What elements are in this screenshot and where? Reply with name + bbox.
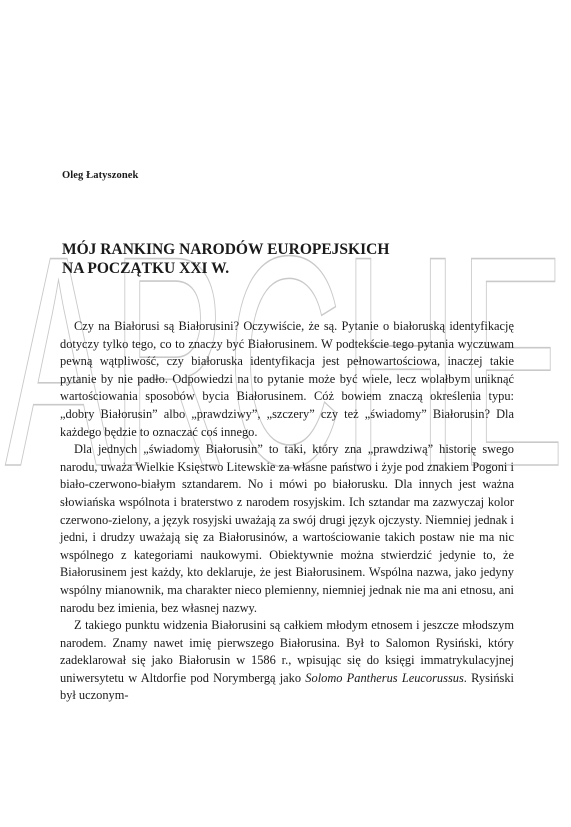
paragraph-1: Czy na Białorusi są Białorusini? Oczywiście, że są. Pytanie o białoruską identyfikację dotyczy tylko tego, co to znaczy być Białorusinem. W podtekście tego pytania wyczuwam pewną wątpliwość, czy białoruska identyfikacja jest pełnowartościowa, inaczej takie pytanie by nie padło. Odpowiedzi na to pytanie może być wiele, lecz wolałbym uniknąć wartościowania sposobów bycia Białorusinem. Cóż bowiem znaczą określenia typu: „dobry Białorusin” albo „prawdziwy”, „szczery” czy też „świadomy” Białorusin? Dla każdego będzie to oznaczać coś innego. — [60, 319, 514, 439]
title-line-1: MÓJ RANKING NARODÓW EUROPEJSKICH — [62, 241, 390, 258]
latin-name: Solomo Pantherus Leucorussus — [305, 670, 464, 685]
article-body — [60, 318, 514, 705]
author-name: Oleg Łatyszonek — [62, 170, 139, 181]
article-title — [62, 240, 482, 278]
watermark-text: ARCHE — [5, 193, 565, 480]
paragraph-3 — [60, 617, 514, 705]
paragraph-3-tail: . Rysiński był uczonym- — [60, 670, 514, 703]
paragraph-2: Dla jednych „świadomy Białorusin” to taki, który zna „prawdziwą” historię swego narodu, uważa Wielkie Księstwo Litewskie za własne państwo i żyje pod znakiem Pogoni i biało-czerwono-białym sztandarem. No i mówi po białorusku. Dla innych jest ważna słowiańska wspólnota i braterstwo z narodem rosyjskim. Ich sztandar ma zazwyczaj kolor czerwono-zielony, a język rosyjski uważają za swój drugi język ojczysty. Niemniej jednak i jedni, i drudzy uważają się za Białorusinów, a wartościowanie takich postaw nie ma nic wspólnego z kategoriami naukowymi. Obiektywnie można stwierdzić jedynie to, że Białorusinem jest każdy, kto deklaruje, że jest Białorusinem. Wspólna nazwa, jako jedyny wspólny mianownik, ma charakter nieco plemienny, niemniej jednak nie ma ani etnosu, ani narodu bez imienia, bez własnej nazwy. — [60, 442, 514, 615]
title-line-2: NA POCZĄTKU XXI W. — [62, 260, 230, 277]
paragraph-3-text: Z takiego punktu widzenia Białorusini są całkiem młodym etnosem i jeszcze młodszym narodem. Znamy nawet imię pierwszego Białorusina. Był to Salomon Rysiński, który zadeklarował się jako Białorusin w 1586 r., wpisując się do księgi immatrykulacyjnej uniwersytetu w Altdorfie pod Norymbergą jako — [60, 618, 514, 685]
